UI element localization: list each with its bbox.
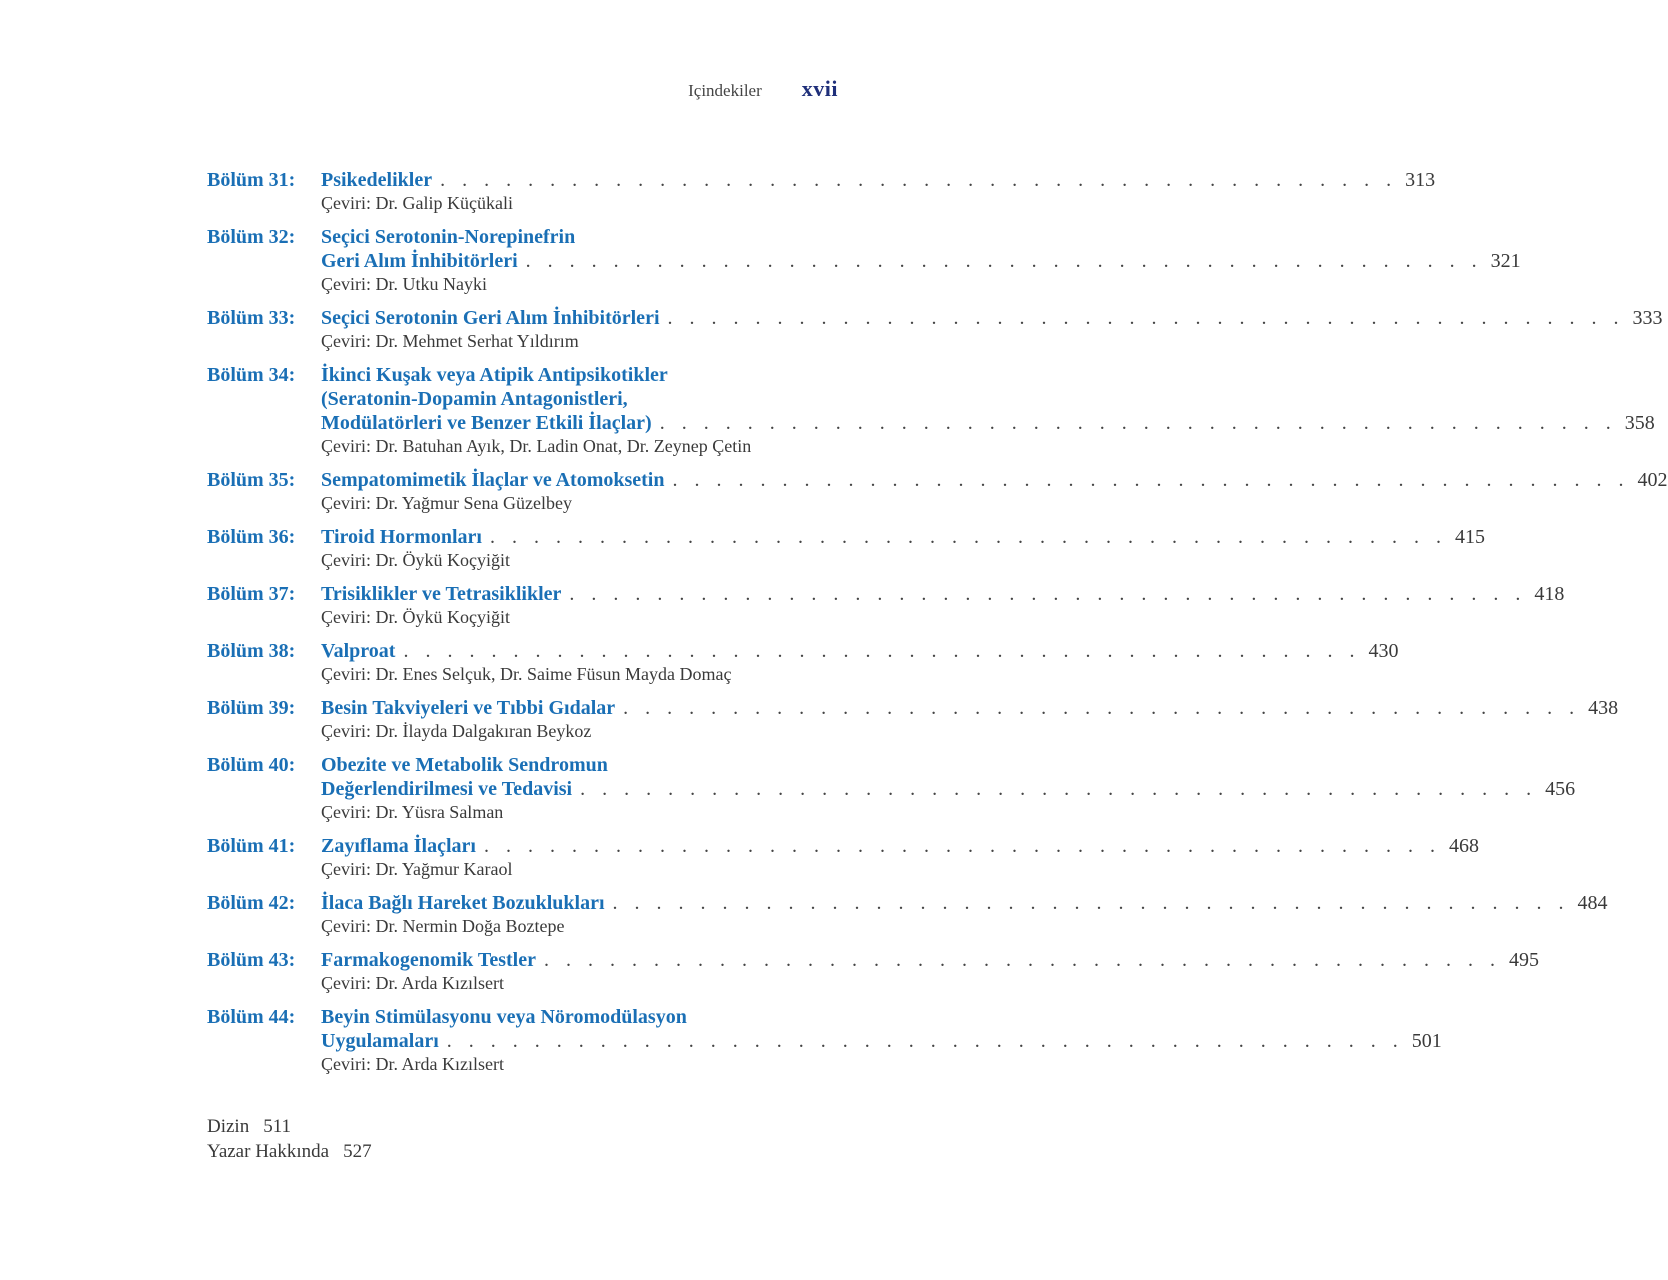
chapter-title: Uygulamaları [321,1030,439,1052]
backmatter-label: Dizin [207,1116,250,1137]
toc-entry [207,168,1436,215]
translator-credit: Çeviri: Dr. Yağmur Karaol [321,859,513,879]
chapter-title-line [321,525,1485,549]
translator-credit: Çeviri: Dr. Utku Nayki [321,274,487,294]
chapter-number: Bölüm 32: [207,226,296,248]
translator-credit: Çeviri: Dr. Enes Selçuk, Dr. Saime Füsun Mayda Domaç [321,664,732,684]
chapter-title-line [321,225,839,249]
chapter-title: Değerlendirilmesi ve Tedavisi [321,778,573,800]
dot-leader: . . . . . . . . . . . . . . . . . . . . . . . . . . . . . . . . . . . . . . . . . . . . [403,640,1361,662]
entry-body [321,225,1521,296]
dot-leader: . . . . . . . . . . . . . . . . . . . . . . . . . . . . . . . . . . . . . . . . . . . . [489,526,1447,548]
translator-credit: Çeviri: Dr. Yağmur Sena Güzelbey [321,493,572,513]
chapter-title-line [321,387,839,411]
chapter-title-line [321,753,839,777]
translator-credit: Çeviri: Dr. Öykü Koçyiğit [321,550,510,570]
chapter-title-line [321,363,839,387]
table-of-contents [207,168,1668,1086]
chapter-title: (Seratonin-Dopamin Antagonistleri, [321,388,628,410]
translator-credit: Çeviri: Dr. Nermin Doğa Boztepe [321,916,565,936]
chapter-title: Geri Alım İnhibitörleri [321,250,518,272]
chapter-number: Bölüm 36: [207,526,296,548]
entry-body [321,891,1608,938]
dot-leader: . . . . . . . . . . . . . . . . . . . . . . . . . . . . . . . . . . . . . . . . . . . . [580,778,1538,800]
chapter-number: Bölüm 44: [207,1006,296,1028]
page-number-ref: 313 [1405,169,1436,191]
chapter-title: Tiroid Hormonları [321,526,482,548]
page-number-ref: 418 [1534,583,1565,605]
chapter-title: Valproat [321,640,396,662]
entry-body [321,948,1539,995]
translator-credit: Çeviri: Dr. Mehmet Serhat Yıldırım [321,331,579,351]
chapter-title-line [321,696,1619,720]
toc-entry [207,468,1668,515]
toc-entry [207,363,1655,458]
chapter-title: Besin Takviyeleri ve Tıbbi Gıdalar [321,697,616,719]
dot-leader: . . . . . . . . . . . . . . . . . . . . . . . . . . . . . . . . . . . . . . . . . . . . [569,583,1527,605]
chapter-title-line [321,582,1565,606]
entry-body [321,582,1565,629]
chapter-title-line [321,1005,839,1029]
chapter-title: İlaca Bağlı Hareket Bozuklukları [321,892,605,914]
chapter-title-line [321,777,1576,801]
dot-leader: . . . . . . . . . . . . . . . . . . . . . . . . . . . . . . . . . . . . . . . . . . . . [446,1030,1404,1052]
page-number-ref: 402 [1637,469,1668,491]
chapter-title: Seçici Serotonin Geri Alım İnhibitörleri [321,307,660,329]
chapter-number: Bölüm 42: [207,892,296,914]
toc-entry [207,306,1663,353]
dot-leader: . . . . . . . . . . . . . . . . . . . . . . . . . . . . . . . . . . . . . . . . . . . . [544,949,1501,971]
page-number-ref: 468 [1448,835,1479,857]
translator-credit: Çeviri: Dr. Yüsra Salman [321,802,504,822]
chapter-title: İkinci Kuşak veya Atipik Antipsikotikler [321,364,668,386]
backmatter-page: 511 [263,1116,292,1137]
chapter-number: Bölüm 37: [207,583,296,605]
page-number-ref: 484 [1577,892,1608,914]
dot-leader: . . . . . . . . . . . . . . . . . . . . . . . . . . . . . . . . . . . . . . . . . . . . [659,412,1617,434]
page-number-ref: 358 [1624,412,1655,434]
toc-entry [207,696,1619,743]
backmatter-item [207,1114,372,1139]
chapter-title-line [321,639,1399,663]
chapter-title: Trisiklikler ve Tetrasiklikler [321,583,562,605]
chapter-number: Bölüm 33: [207,307,296,329]
page-number-ref: 430 [1368,640,1399,662]
chapter-number: Bölüm 38: [207,640,296,662]
entry-body [321,306,1663,353]
dot-leader: . . . . . . . . . . . . . . . . . . . . . . . . . . . . . . . . . . . . . . . . . . . . [612,892,1570,914]
translator-credit: Çeviri: Dr. Batuhan Ayık, Dr. Ladin Onat, Dr. Zeynep Çetin [321,436,752,456]
dot-leader: . . . . . . . . . . . . . . . . . . . . . . . . . . . . . . . . . . . . . . . . . . . . [440,169,1398,191]
dot-leader: . . . . . . . . . . . . . . . . . . . . . . . . . . . . . . . . . . . . . . . . . . . . [525,250,1483,272]
page-number-ref: 321 [1490,250,1521,272]
backmatter-label: Yazar Hakkında [207,1141,330,1162]
toc-entry [207,525,1485,572]
entry-body [321,468,1668,515]
toc-entry [207,225,1521,296]
entry-body [321,639,1399,686]
translator-credit: Çeviri: Dr. Öykü Koçyiğit [321,607,510,627]
page-number-ref: 495 [1509,949,1539,971]
chapter-number: Bölüm 31: [207,169,296,191]
translator-credit: Çeviri: Dr. Arda Kızılsert [321,973,504,993]
entry-body [321,834,1479,881]
dot-leader: . . . . . . . . . . . . . . . . . . . . . . . . . . . . . . . . . . . . . . . . . . . . [483,835,1441,857]
entry-body [321,525,1485,572]
toc-entry [207,582,1565,629]
chapter-number: Bölüm 41: [207,835,296,857]
chapter-number: Bölüm 35: [207,469,296,491]
chapter-title-line [321,891,1608,915]
dot-leader: . . . . . . . . . . . . . . . . . . . . . . . . . . . . . . . . . . . . . . . . . . . . [667,307,1625,329]
chapter-number: Bölüm 39: [207,697,296,719]
chapter-number: Bölüm 34: [207,364,296,386]
entry-body [321,696,1619,743]
entry-body [321,168,1436,215]
translator-credit: Çeviri: Dr. İlayda Dalgakıran Beykoz [321,721,592,741]
dot-leader: . . . . . . . . . . . . . . . . . . . . . . . . . . . . . . . . . . . . . . . . . . . . [623,697,1581,719]
page-number-ref: 415 [1454,526,1485,548]
chapter-title-line [321,834,1479,858]
dot-leader: . . . . . . . . . . . . . . . . . . . . . . . . . . . . . . . . . . . . . . . . . . . . [672,469,1630,491]
entry-body [321,1005,1442,1076]
chapter-title: Zayıflama İlaçları [321,835,476,857]
backmatter-page: 527 [343,1141,372,1162]
page-header [0,76,838,102]
toc-entry [207,891,1608,938]
chapter-title: Seçici Serotonin-Norepinefrin [321,226,576,248]
chapter-title-line [321,1029,1442,1053]
toc-entry [207,753,1576,824]
page-number-ref: 501 [1411,1030,1442,1052]
chapter-title: Psikedelikler [321,169,433,191]
chapter-title-line [321,411,1655,435]
toc-entry [207,1005,1442,1076]
running-title: Içindekiler [688,81,762,100]
toc-entry [207,639,1399,686]
chapter-title-line [321,249,1521,273]
chapter-title-line [321,468,1668,492]
page-number: xvii [801,76,838,101]
backmatter-item [207,1139,372,1164]
page-number-ref: 456 [1545,778,1576,800]
entry-body [321,363,1655,458]
chapter-title: Modülatörleri ve Benzer Etkili İlaçlar) [321,412,652,434]
chapter-title: Farmakogenomik Testler [321,949,536,971]
translator-credit: Çeviri: Dr. Arda Kızılsert [321,1054,504,1074]
toc-entry [207,948,1539,995]
translator-credit: Çeviri: Dr. Galip Küçükali [321,193,513,213]
toc-entry [207,834,1479,881]
entry-body [321,753,1576,824]
page-number-ref: 438 [1588,697,1619,719]
chapter-number: Bölüm 40: [207,754,296,776]
chapter-number: Bölüm 43: [207,949,296,971]
chapter-title-line [321,168,1436,192]
chapter-title: Obezite ve Metabolik Sendromun [321,754,608,776]
chapter-title-line [321,948,1539,972]
chapter-title: Sempatomimetik İlaçlar ve Atomoksetin [321,469,665,491]
chapter-title-line [321,306,1663,330]
back-matter [207,1114,372,1164]
chapter-title: Beyin Stimülasyonu veya Nöromodülasyon [321,1006,687,1028]
page-number-ref: 333 [1632,307,1663,329]
